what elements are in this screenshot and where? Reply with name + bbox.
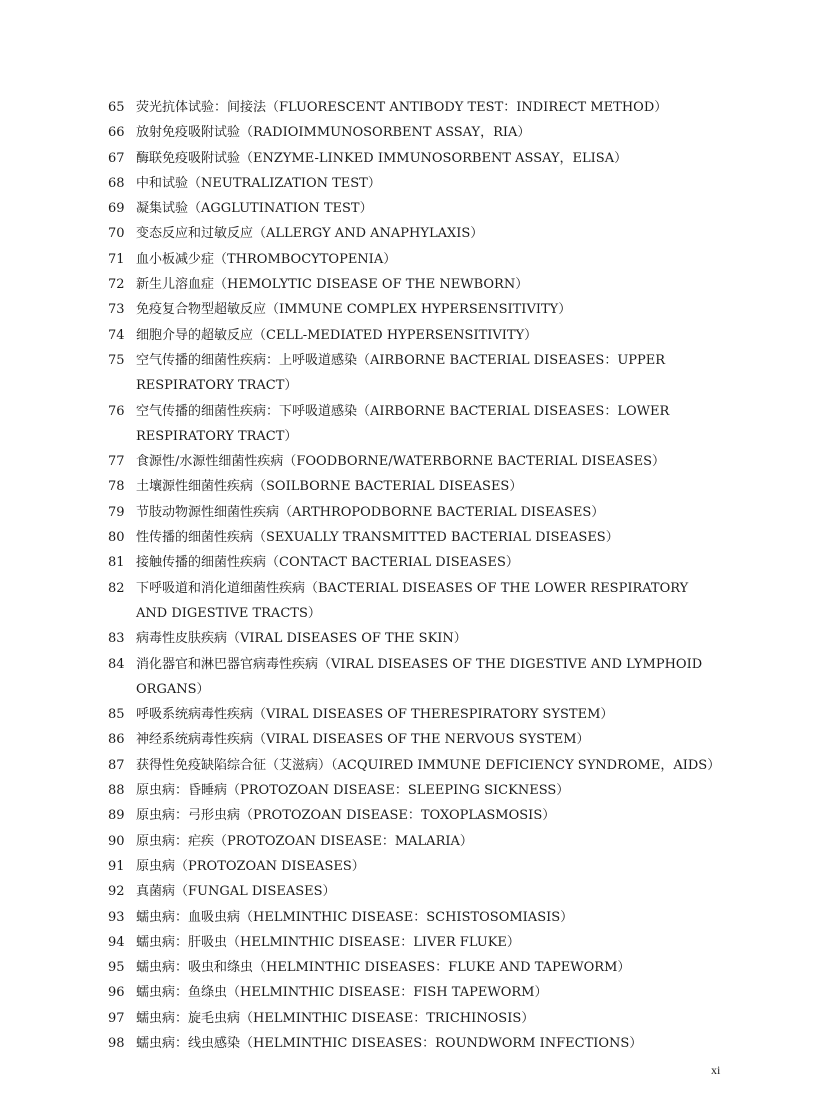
item-title-line: 变态反应和过敏反应（ALLERGY AND ANAPHYLAXIS） — [136, 226, 484, 242]
item-title — [136, 474, 522, 499]
item-number: 83 — [108, 631, 125, 647]
item-number: 90 — [108, 833, 125, 849]
item-title-line: 呼吸系统病毒性疾病（VIRAL DISEASES OF THERESPIRATORY SYSTEM） — [136, 707, 614, 723]
list-item — [108, 626, 808, 651]
item-number: 71 — [108, 251, 125, 267]
item-title-line: 凝集试验（AGGLUTINATION TEST） — [136, 201, 373, 217]
item-title-line: 荧光抗体试验：间接法（FLUORESCENT ANTIBODY TEST：INDIRECT METHOD） — [136, 100, 668, 115]
list-item — [108, 449, 808, 474]
figure-list — [108, 95, 808, 1056]
list-item — [108, 778, 808, 803]
item-title — [136, 626, 467, 651]
item-title-line: AND DIGESTIVE TRACTS） — [136, 605, 321, 621]
item-number: 73 — [108, 302, 125, 318]
item-title — [136, 576, 688, 627]
item-title — [136, 702, 613, 727]
item-title — [136, 955, 630, 980]
item-number: 85 — [108, 707, 125, 723]
list-item — [108, 146, 808, 171]
item-number: 65 — [108, 100, 125, 115]
list-item — [108, 221, 808, 246]
item-number: 92 — [108, 884, 125, 900]
list-item — [108, 576, 808, 627]
item-title — [136, 879, 336, 904]
item-title-line: 原虫病：弓形虫病（PROTOZOAN DISEASE：TOXOPLASMOSIS） — [136, 808, 556, 824]
item-title-line: RESPIRATORY TRACT） — [136, 428, 298, 444]
item-title-line: 原虫病：昏睡病（PROTOZOAN DISEASE：SLEEPING SICKNESS） — [136, 783, 570, 799]
item-title-line: 空气传播的细菌性疾病：下呼吸道感染（AIRBORNE BACTERIAL DISEASES：LOWER — [136, 403, 670, 419]
item-title — [136, 980, 547, 1005]
item-title — [136, 905, 573, 930]
item-title-line: 免疫复合物型超敏反应（IMMUNE COMPLEX HYPERSENSITIVITY） — [136, 302, 572, 318]
item-title — [136, 196, 373, 221]
item-title — [136, 753, 720, 778]
item-title-line: 蠕虫病：血吸虫病（HELMINTHIC DISEASE：SCHISTOSOMIASIS） — [136, 909, 574, 925]
item-number: 84 — [108, 656, 125, 672]
list-item — [108, 955, 808, 980]
item-number: 79 — [108, 504, 125, 520]
item-title — [136, 247, 396, 272]
list-item — [108, 525, 808, 550]
item-number: 94 — [108, 934, 125, 950]
item-number: 93 — [108, 909, 125, 925]
item-number: 80 — [108, 530, 125, 546]
item-title-line: 细胞介导的超敏反应（CELL-MEDIATED HYPERSENSITIVITY） — [136, 327, 538, 343]
item-number: 69 — [108, 201, 125, 217]
item-title — [136, 727, 590, 752]
item-number: 72 — [108, 277, 125, 293]
item-title — [136, 297, 571, 322]
item-title — [136, 171, 381, 196]
list-item — [108, 930, 808, 955]
item-title-line: 接触传播的细菌性疾病（CONTACT BACTERIAL DISEASES） — [136, 555, 519, 571]
item-title — [136, 550, 519, 575]
item-title-line: 获得性免疫缺陷综合征（艾滋病）（ACQUIRED IMMUNE DEFICIENCY SYNDROME，AIDS） — [136, 757, 721, 773]
item-title — [136, 221, 483, 246]
item-number: 68 — [108, 175, 125, 191]
list-item — [108, 500, 808, 525]
item-number: 77 — [108, 454, 125, 470]
item-number: 88 — [108, 783, 125, 799]
item-title-line: 酶联免疫吸附试验（ENZYME-LINKED IMMUNOSORBENT ASSAY，ELISA） — [136, 150, 628, 166]
list-item — [108, 905, 808, 930]
item-number: 96 — [108, 985, 125, 1001]
item-title-line: 中和试验（NEUTRALIZATION TEST） — [136, 175, 381, 191]
item-title — [136, 95, 667, 120]
item-title-line: 蠕虫病：鱼绦虫（HELMINTHIC DISEASE：FISH TAPEWORM） — [136, 985, 548, 1001]
item-title-line: 下呼吸道和消化道细菌性疾病（BACTERIAL DISEASES OF THE LOWER RESPIRATORY — [136, 580, 689, 596]
item-title — [136, 778, 569, 803]
item-title-line: 蠕虫病：旋毛虫病（HELMINTHIC DISEASE：TRICHINOSIS） — [136, 1010, 535, 1026]
list-item — [108, 702, 808, 727]
item-title — [136, 399, 669, 450]
item-title-line: 放射免疫吸附试验（RADIOIMMUNOSORBENT ASSAY，RIA） — [136, 125, 531, 141]
item-title — [136, 146, 627, 171]
list-item — [108, 196, 808, 221]
item-number: 67 — [108, 150, 125, 166]
item-title — [136, 272, 528, 297]
list-item — [108, 348, 808, 399]
list-item — [108, 727, 808, 752]
list-item — [108, 854, 808, 879]
list-item — [108, 1031, 808, 1056]
item-number: 82 — [108, 580, 125, 596]
item-title — [136, 500, 604, 525]
item-number: 97 — [108, 1010, 125, 1026]
item-title-line: 神经系统病毒性疾病（VIRAL DISEASES OF THE NERVOUS SYSTEM） — [136, 732, 590, 748]
list-item — [108, 95, 808, 120]
item-title — [136, 930, 520, 955]
list-item — [108, 753, 808, 778]
list-item — [108, 550, 808, 575]
item-title-line: RESPIRATORY TRACT） — [136, 378, 298, 394]
item-title-line: 病毒性皮肤疾病（VIRAL DISEASES OF THE SKIN） — [136, 631, 467, 647]
item-title — [136, 323, 537, 348]
item-title-line: 真菌病（FUNGAL DISEASES） — [136, 884, 336, 900]
item-title-line: 新生儿溶血症（HEMOLYTIC DISEASE OF THE NEWBORN） — [136, 277, 529, 293]
item-title — [136, 803, 555, 828]
list-item — [108, 829, 808, 854]
item-number: 66 — [108, 125, 125, 141]
item-title-line: 蠕虫病：线虫感染（HELMINTHIC DISEASES：ROUNDWORM INFECTIONS） — [136, 1035, 643, 1051]
item-title-line: 消化器官和淋巴器官病毒性疾病（VIRAL DISEASES OF THE DIGESTIVE AND LYMPHOID — [136, 656, 703, 672]
list-item — [108, 247, 808, 272]
page-number: xi — [711, 1063, 721, 1077]
item-number: 81 — [108, 555, 125, 571]
item-title-line: 食源性/水源性细菌性疾病（FOODBORNE/WATERBORNE BACTERIAL DISEASES） — [136, 454, 665, 470]
item-number: 98 — [108, 1035, 125, 1051]
item-title-line: 原虫病：疟疾（PROTOZOAN DISEASE：MALARIA） — [136, 833, 473, 849]
list-item — [108, 120, 808, 145]
list-item — [108, 399, 808, 450]
item-title-line: 土壤源性细菌性疾病（SOILBORNE BACTERIAL DISEASES） — [136, 479, 523, 495]
item-title — [136, 652, 702, 703]
item-title — [136, 348, 665, 399]
list-item — [108, 803, 808, 828]
list-item — [108, 652, 808, 703]
item-title — [136, 854, 365, 879]
item-title-line: 蠕虫病：肝吸虫（HELMINTHIC DISEASE：LIVER FLUKE） — [136, 934, 520, 950]
item-title-line: 节肢动物源性细菌性疾病（ARTHROPODBORNE BACTERIAL DISEASES） — [136, 504, 605, 520]
item-number: 86 — [108, 732, 125, 748]
item-title-line: 蠕虫病：吸虫和绦虫（HELMINTHIC DISEASES：FLUKE AND TAPEWORM） — [136, 960, 631, 976]
list-item — [108, 474, 808, 499]
list-item — [108, 879, 808, 904]
list-item — [108, 171, 808, 196]
item-title — [136, 525, 619, 550]
item-number: 76 — [108, 403, 125, 419]
list-item — [108, 272, 808, 297]
item-title-line: ORGANS） — [136, 681, 210, 697]
item-title — [136, 120, 530, 145]
item-title — [136, 449, 665, 474]
item-number: 75 — [108, 352, 125, 368]
item-title — [136, 1006, 534, 1031]
item-title-line: 血小板减少症（THROMBOCYTOPENIA） — [136, 251, 397, 267]
item-number: 91 — [108, 858, 125, 874]
item-number: 74 — [108, 327, 125, 343]
list-item — [108, 323, 808, 348]
item-number: 78 — [108, 479, 125, 495]
list-item — [108, 1006, 808, 1031]
list-item — [108, 980, 808, 1005]
list-item — [108, 297, 808, 322]
item-title-line: 空气传播的细菌性疾病：上呼吸道感染（AIRBORNE BACTERIAL DISEASES：UPPER — [136, 352, 666, 368]
item-number: 95 — [108, 960, 125, 976]
item-title-line: 原虫病（PROTOZOAN DISEASES） — [136, 858, 365, 874]
item-title-line: 性传播的细菌性疾病（SEXUALLY TRANSMITTED BACTERIAL DISEASES） — [136, 530, 619, 546]
item-number: 70 — [108, 226, 125, 242]
item-title — [136, 1031, 642, 1056]
item-number: 87 — [108, 757, 125, 773]
item-title — [136, 829, 473, 854]
item-number: 89 — [108, 808, 125, 824]
